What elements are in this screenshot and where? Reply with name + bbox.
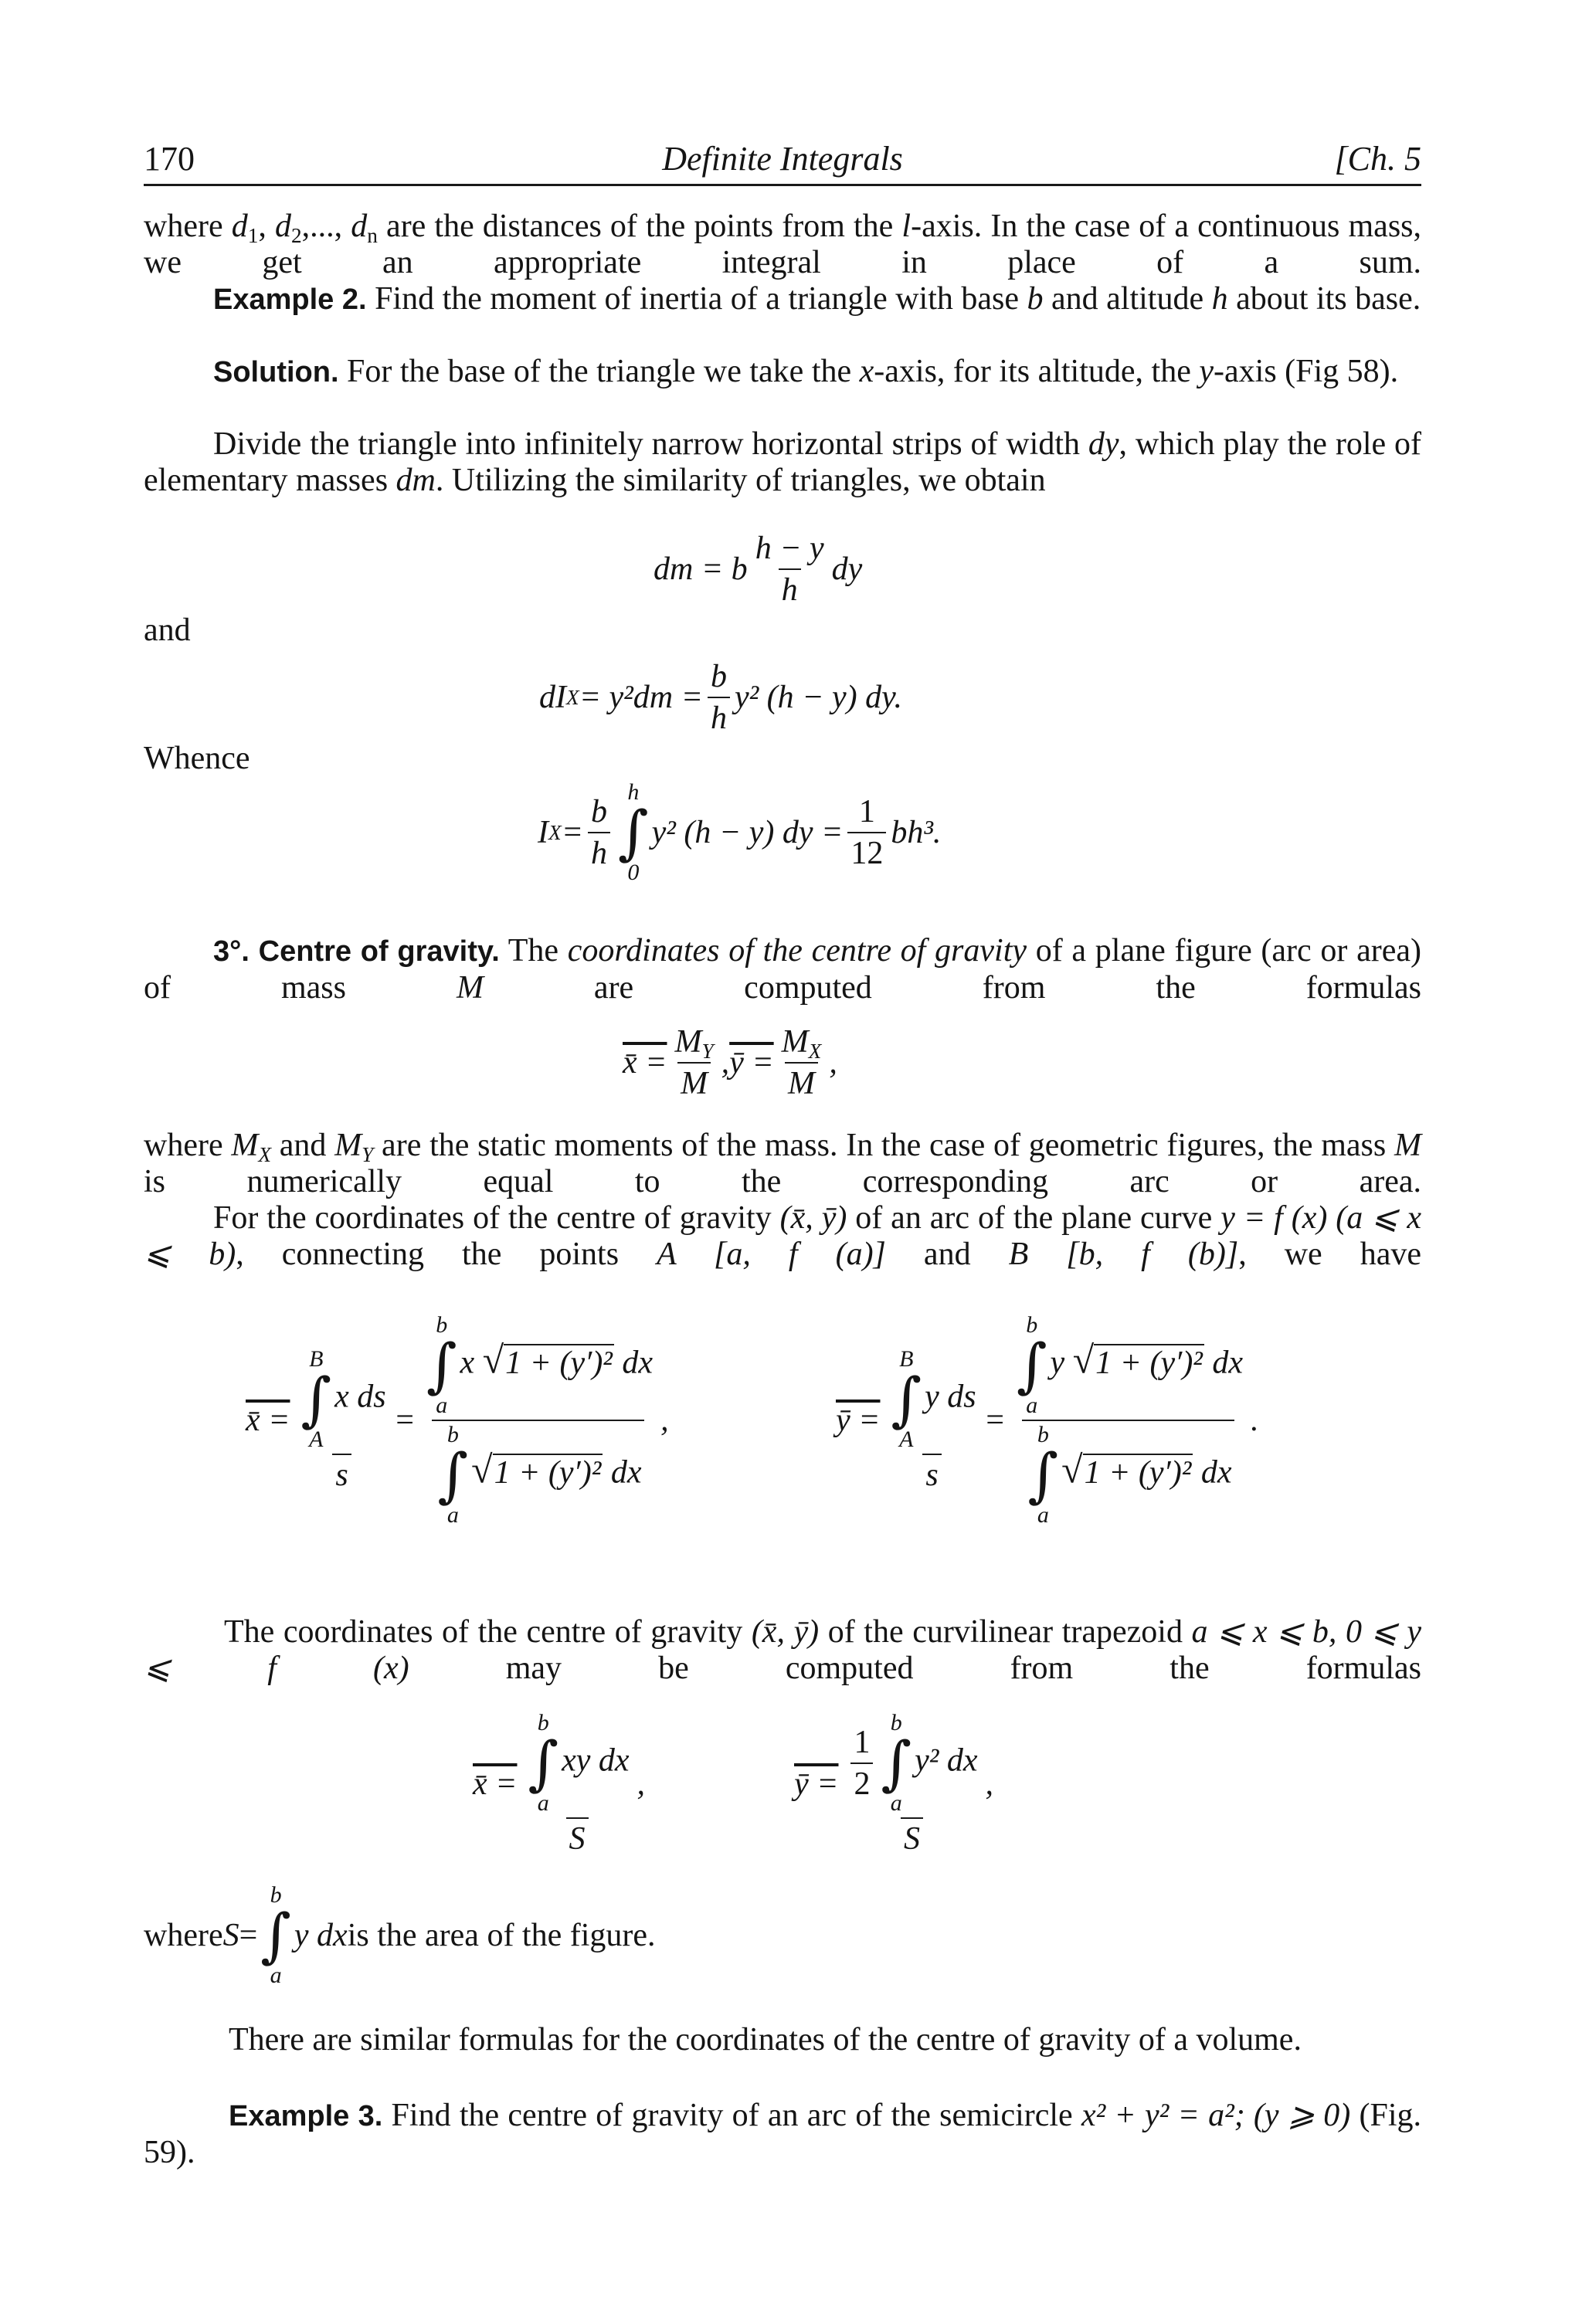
- paragraph-arc: For the coordinates of the centre of gravity (x̄, ȳ) of an arc of the plane curve y = f (x) (a ⩽ x ⩽ b), connecting the points A [a, f (a)] and B [b, f (b)], we have: [144, 1200, 1421, 1272]
- equation-centre: x̄ = $\frac{M_Y}{M}$ , ȳ = $\frac{M_X}{M}$ ,: [623, 1024, 837, 1101]
- paragraph-volume: There are similar formulas for the coordinates of the centre of gravity of a volume.: [229, 2022, 1302, 2058]
- equation-arc-y: ȳ = B ∫ A y ds s = b ∫ a y √1 + (y′)² dx b ∫ a √1 + (y′)² dx .: [836, 1312, 1259, 1528]
- chapter-label: [Ch. 5: [1334, 140, 1421, 178]
- running-title: Definite Integrals: [662, 140, 903, 178]
- equation-trap-x: x̄ = b ∫ a xy dx S ,: [473, 1710, 646, 1857]
- equation-dm: dm = b $\frac{h - y}{h}$ dy: [654, 531, 863, 608]
- label-and: and: [144, 612, 191, 648]
- solution-label: Solution.: [213, 356, 339, 388]
- example-3-label: Example 3.: [229, 2100, 383, 2132]
- paragraph-centre-of-gravity: 3°. Centre of gravity. The coordinates of the centre of gravity of a plane figure (arc or area) of mass M are computed from the formulas: [144, 933, 1421, 1006]
- section-heading-centre-of-gravity: 3°. Centre of gravity.: [213, 935, 500, 968]
- running-header: [144, 137, 1421, 186]
- page-number: 170: [144, 140, 195, 178]
- equation-arc-x: x̄ = B ∫ A x ds s = b ∫ a x √1 + (y′)² dx b ∫ a √1 + (y′)² dx ,: [246, 1312, 669, 1528]
- label-whence: Whence: [144, 741, 250, 776]
- paragraph-distances: where $d_1$, $d_2$,..., $d_n$ are the distances of the points from the l-axis. In the case of a continuous mass, we get an appropriate integral in place of a sum.: [144, 209, 1422, 280]
- integral-sign: h ∫ 0: [618, 779, 649, 885]
- paragraph-static-moments: where $M_X$ and $M_Y$ are the static moments of the mass. In the case of geometric figures, the mass M is numerically equal to the corresponding arc or area.: [144, 1128, 1421, 1199]
- paragraph-area: where S = b ∫ a y dx is the area of the figure.: [144, 1882, 656, 1988]
- example-2-label: Example 2.: [213, 283, 367, 316]
- paragraph-solution: Solution. For the base of the triangle we take the x-axis, for its altitude, the y-axis (Fig 58).: [213, 354, 1399, 389]
- paragraph-example-3: Example 3. Find the centre of gravity of an arc of the semicircle x² + y² = a²; (y ⩾ 0) (Fig. 59).: [144, 2098, 1421, 2170]
- equation-dIx: dI X = y²dm = $\frac{b}{h}$ y² (h − y) dy.: [539, 659, 902, 736]
- equation-trap-y: ȳ = $\frac{1}{2}$ b ∫ a y² dx S ,: [794, 1710, 993, 1857]
- paragraph-divide: Divide the triangle into infinitely narrow horizontal strips of width dy, which play the role of elementary masses dm. Utilizing the similarity of triangles, we obtain: [144, 426, 1421, 498]
- equation-Ix: I X = $\frac{b}{h}$ h ∫ 0 y² (h − y) dy = $\frac{1}{12}$ bh³.: [538, 779, 942, 885]
- paragraph-example-2: Example 2. Find the moment of inertia of a triangle with base b and altitude h about its base.: [213, 281, 1421, 317]
- paragraph-trapezoid: The coordinates of the centre of gravity (x̄, ȳ) of the curvilinear trapezoid a ⩽ x ⩽ b, 0 ⩽ y ⩽ f (x) may be computed from the formulas: [144, 1614, 1421, 1686]
